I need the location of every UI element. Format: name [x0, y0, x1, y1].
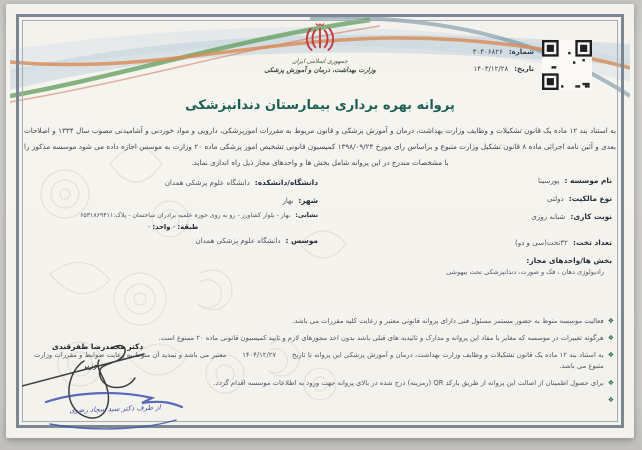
field-city: [282, 196, 318, 205]
shift-label: نوبت کاری:: [570, 212, 612, 221]
date-value: ۱۴۰۳/۱۲/۲۸: [473, 65, 509, 73]
note-text-after: معتبر می باشد و تمدید آن منوط به رعایت ضوابط و مقررات وزارت متبوع می باشد.: [34, 351, 604, 370]
diamond-bullet-icon: ❖: [607, 351, 614, 359]
beds-label: تعداد تخت:: [573, 238, 612, 247]
founder-value: دانشگاه علوم پزشکی همدان: [195, 236, 281, 245]
minister-role: وزیر: [81, 360, 98, 372]
note-text: هرگونه تغییرات در موسسه که مغایر با مفاد این پروانه و مدارک و تائیدیه های قبلی باشد بدون اخذ مجوزهای لازم و تایید کمیسیون قانونی ماده ۲۰ ممنوع است.: [158, 334, 604, 342]
city-label: شهر:: [298, 196, 318, 205]
university-label: دانشگاه/دانشکده:: [254, 178, 318, 187]
note-text-before: به استناد بند ۱۲ ماده یک قانون تشکیلات و وظایف وزارت بهداشت، درمان و آموزش پزشکی این پروانه تا تاریخ: [292, 351, 604, 359]
minister-name: دکتر محمدرضا ظفرقندی: [52, 342, 144, 351]
page-title: پروانه بهره برداری بیمارستان دندانپزشکی: [185, 98, 455, 113]
shift-value: شبانه روزی: [531, 212, 566, 221]
field-founder: [196, 236, 319, 245]
note-text: برای حصول اطمینان از اصالت این پروانه از طریق بارکد QR (رمزینه) درج شده در بالای پروانه جهت ورود به اطلاعات موسسه اقدام گردد.: [213, 379, 604, 387]
institution-name-label: نام موسسه :: [564, 176, 612, 185]
diamond-bullet-icon: ❖: [607, 379, 614, 387]
document-date-row: [422, 65, 534, 73]
field-bed-count: [515, 238, 612, 247]
field-address: [26, 211, 318, 219]
university-value: دانشگاه علوم پزشکی همدان: [164, 178, 250, 187]
number-value: ۳۰۴۰۶۸۲۶: [472, 48, 503, 56]
intro-paragraph: به استناد بند ۱۲ ماده یک قانون تشکیلات و وظایف وزارت بهداشت، درمان و آموزش پزشکی و قانون مربوط به مقررات امورپزشکی، دارویی و مواد خوردنی و آشامیدنی مصوب سال ۱۳۳۴ و اصلاحات بعدی و آئین نامه اجرائی ماده ۸ قانون تشکیل وزارت متبوع و براساس رای مورخ ۱۳۹۸/۰۹/۲۴ کمیسیون قانونی تشخیص امور پزشکی ماده ۲۰ وزارت به موسس اجازه داده می شود موسسه مذکور را با مشخصات مندرج در این پروانه شامل بخش ها و واحدهای مجاز ذیل راه اندازی نماید.: [24, 126, 616, 167]
field-work-shift: [531, 212, 612, 221]
document-meta: [422, 48, 534, 82]
note-item: [34, 316, 614, 327]
country-name: جمهوری اسلامی ایران: [292, 58, 348, 65]
founder-label: موسس :: [285, 236, 318, 245]
field-floor-unit: [28, 223, 318, 231]
letterhead: [240, 22, 400, 74]
document-number-row: [422, 48, 534, 56]
unit-label: واحد:: [152, 223, 171, 231]
diamond-bullet-icon: ❖: [607, 396, 614, 404]
deputy-stamp: [40, 392, 190, 432]
floor-value: -: [172, 223, 176, 231]
unit-value: -: [147, 223, 151, 231]
field-institution-name: [538, 176, 612, 185]
diamond-bullet-icon: ❖: [607, 317, 614, 325]
units-value: رادیولوژی دهان ، فک و صورت، دندانپزشکی تحت بیهوشی: [446, 268, 604, 276]
note-text: فعالیت موسسه منوط به حضور مستمر مسئول فنی دارای پروانه قانونی معتبر و رعایت کلیه مقررات می باشد.: [292, 317, 604, 325]
field-ownership-type: [547, 194, 612, 203]
beds-value: ۳۲تخت(سی و دو): [514, 238, 568, 247]
institution-name-value: پورسینا: [537, 176, 560, 185]
ownership-label: نوع مالکیت:: [568, 194, 612, 203]
floor-label: طبقه:: [177, 223, 199, 231]
units-label: بخش ها/واحدهای مجاز:: [526, 256, 612, 265]
address-value: بهار - بلوار کشاورز - رو به روی حوزه علمیه برادران ساختمان - پلاک:۶۵۳۱۸۶۹۴۱۱: [80, 212, 291, 219]
field-authorized-units: [526, 256, 612, 265]
city-value: بهار: [282, 196, 294, 205]
address-label: نشانی:: [295, 211, 318, 219]
qr-code: [542, 40, 592, 90]
expiry-date: ۱۴۰۴/۱۲/۲۷: [242, 351, 277, 359]
license-document: [6, 4, 634, 438]
ministry-name: وزارت بهداشت، درمان و آموزش پزشکی: [264, 66, 376, 74]
diamond-bullet-icon: ❖: [607, 334, 614, 342]
date-label: تاریخ:: [514, 65, 534, 73]
number-label: شماره:: [508, 48, 534, 56]
deputy-stamp-text: از طرف دکتر سید سجاد رضوی: [69, 403, 161, 415]
field-university: [165, 178, 318, 187]
iran-coat-of-arms-icon: [306, 22, 334, 52]
signature-block: [22, 334, 200, 434]
ownership-value: دولتی: [546, 194, 564, 203]
